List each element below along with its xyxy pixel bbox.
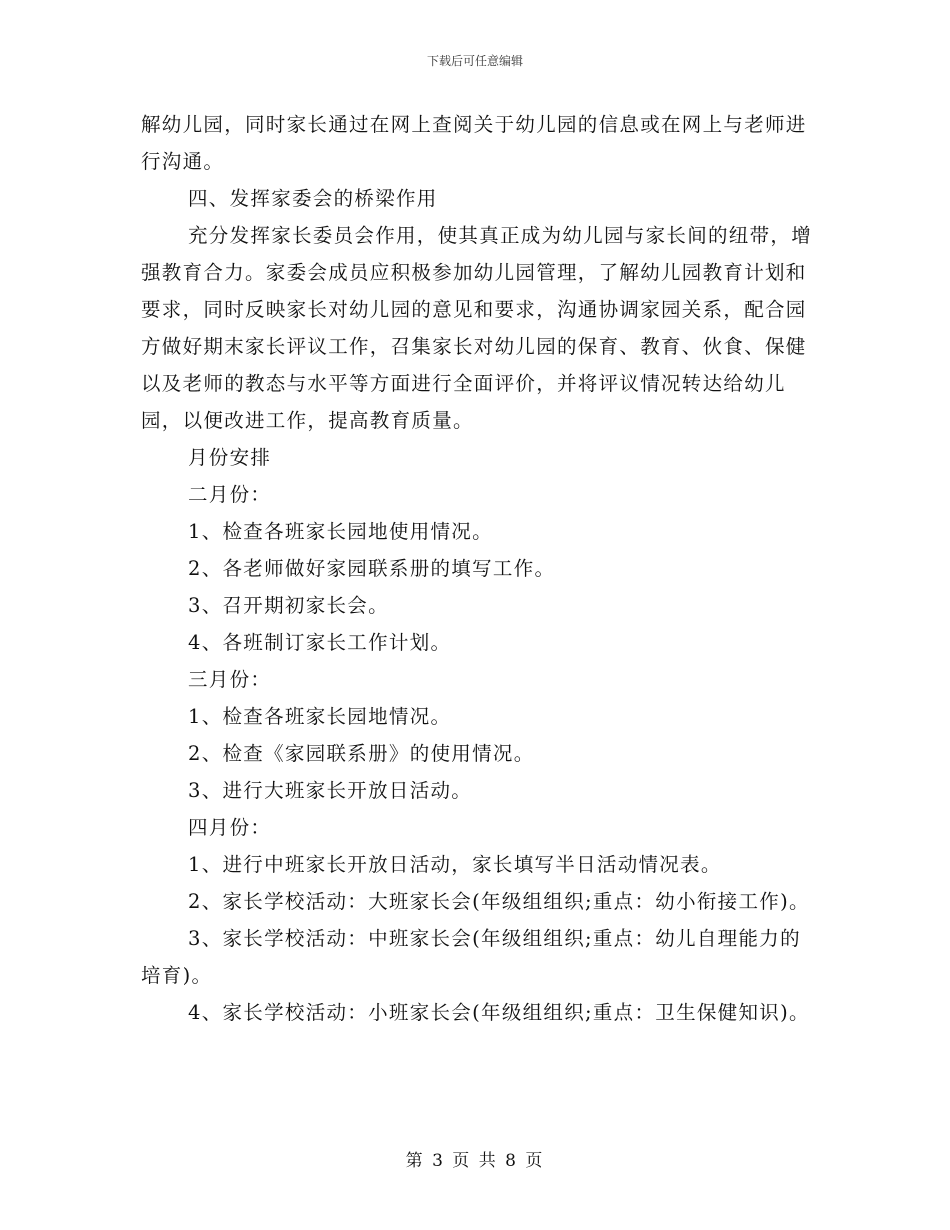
month-heading: 三月份： <box>188 668 272 691</box>
section-heading: 四、发挥家委会的桥梁作用 <box>188 187 438 210</box>
list-item: 2、各老师做好家园联系册的填写工作。 <box>188 557 556 580</box>
paragraph: 充分发挥家长委员会作用，使其真正成为幼儿园与家长间的纽带，增强教育合力。家委会成员应积极参加幼儿园管理，了解幼儿园教育计划和要求，同时反映家长对幼儿园的意见和要求，沟通协调家园关系，配合园方做好期末家长评议工作，召集家长对幼儿园的保育、教育、伙食、保健以及老师的教态与水平等方面进行全面评价，并将评议情况转达给幼儿园，以便改进工作，提高教育质量。 <box>141 224 813 432</box>
list-item: 1、进行中班家长开放日活动，家长填写半日活动情况表。 <box>188 853 722 876</box>
document-body <box>141 106 813 1031</box>
month-heading: 二月份： <box>188 483 272 506</box>
section-heading: 月份安排 <box>188 446 272 469</box>
list-item: 1、检查各班家长园地使用情况。 <box>188 520 493 543</box>
list-item: 2、检查《家园联系册》的使用情况。 <box>188 742 535 765</box>
list-item: 3、进行大班家长开放日活动。 <box>188 779 473 802</box>
list-item: 3、家长学校活动：中班家长会(年级组组织;重点：幼儿自理能力的培育)。 <box>141 927 801 987</box>
month-heading: 四月份： <box>188 816 272 839</box>
list-item: 4、家长学校活动：小班家长会(年级组组织;重点：卫生保健知识)。 <box>188 1001 810 1024</box>
list-item: 3、召开期初家长会。 <box>188 594 389 617</box>
list-item: 1、检查各班家长园地情况。 <box>188 705 452 728</box>
page-number-footer: 第 3 页 共 8 页 <box>405 1151 545 1171</box>
list-item: 2、家长学校活动：大班家长会(年级组组织;重点：幼小衔接工作)。 <box>188 890 810 913</box>
list-item: 4、各班制订家长工作计划。 <box>188 631 452 654</box>
paragraph-continuation: 解幼儿园，同时家长通过在网上查阅关于幼儿园的信息或在网上与老师进行沟通。 <box>141 113 807 173</box>
page-header: 下载后可任意编辑 <box>426 54 523 68</box>
